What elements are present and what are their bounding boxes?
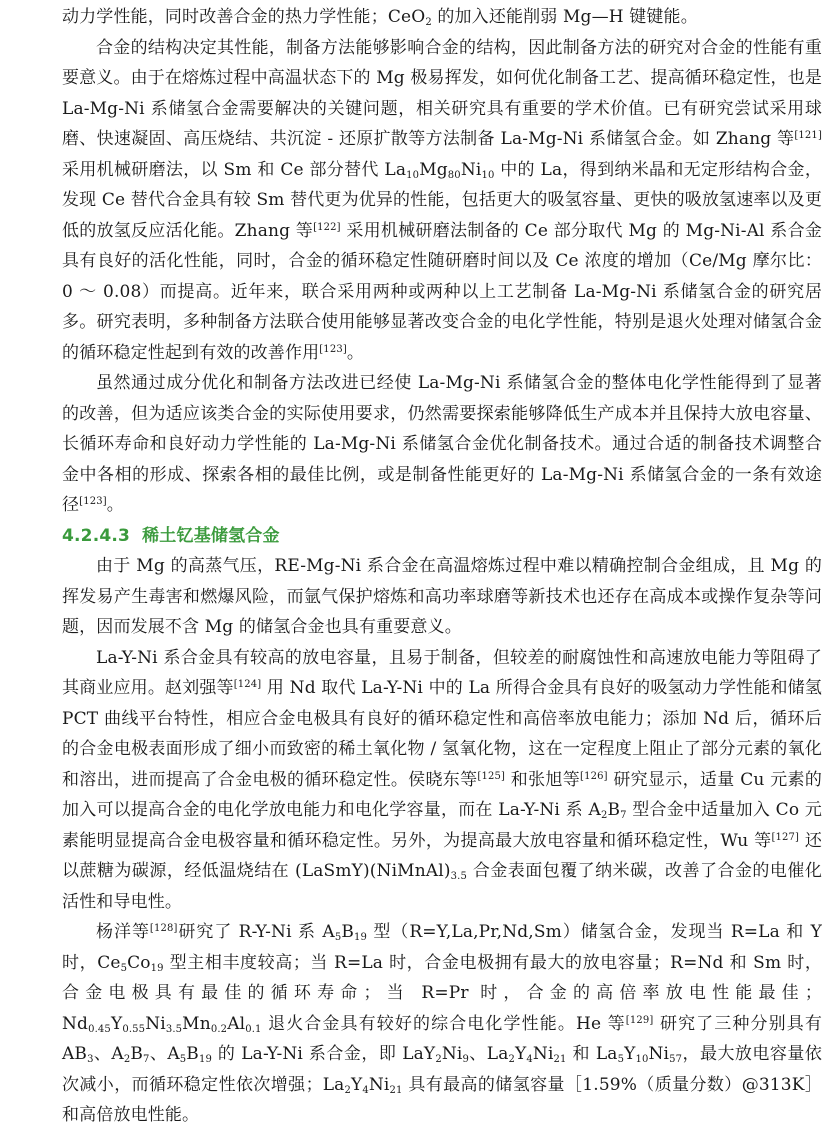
citation: [121] bbox=[794, 130, 822, 141]
citation: [124] bbox=[233, 679, 262, 690]
section-title: 稀土钇基储氢合金 bbox=[142, 525, 280, 546]
citation: [123] bbox=[319, 343, 347, 355]
citation: [122] bbox=[313, 221, 341, 233]
citation: [126] bbox=[580, 770, 608, 782]
paragraph-r-y-ni: 杨洋等[128]研究了 R-Y-Ni 系 $A_5B_{19}$ 型（R=Y,La,Pr,Nd,Sm）储氢合金，发现当 R=La 和 Y 时，$Ce_5Co_{19}$ 型主相丰度较高；当 R=La 时，合金电极拥有最大的放电容量；R=Nd 和 Sm 时，合金电极具有最佳的循环寿命；当 R=Pr 时，合金的高倍率放电性能最佳；$Nd_{0.45}Y_{0.55}Ni_{3.5}Mn_{0.2}Al_{0.1}$ 退火合金具有较好的综合电化学性能。He 等[129] 研究了三种分别具有 $AB_3$、$A_2B_7$、$A_5B_{19}$ 的 La-Y-Ni 系合金，即 $LaY_2Ni_9$、$La_2Y_4Ni_{21}$ 和 $La_5Y_{10}Ni_{57}$，最大放电容量依次减小，而循环稳定性依次增强；$La_2Y_4Ni_{21}$ 具有最高的储氢容量［1.59%（质量分数）@313K］和高倍放电性能。 bbox=[62, 922, 823, 1125]
citation: [128] bbox=[149, 923, 178, 934]
citation: [129] bbox=[625, 1014, 654, 1026]
citation: [125] bbox=[477, 770, 506, 782]
paragraph-la-y-ni: La-Y-Ni 系合金具有较高的放电容量，且易于制备，但较差的耐腐蚀性和高速放电能力等阻碍了其商业应用。赵刘强等[124] 用 Nd 取代 La-Y-Ni 中的 La 所得合金具有良好的吸氢动力学性能和储氢 PCT 曲线平台特性，相应合金电极具有良好的循环稳定性和高倍率放电能力；添加 Nd 后，循环后的合金电极表面形成了细小而致密的稀土氧化物 / 氢氧化物，这在一定程度上阻止了部分元素的氧化和溶出，进而提高了合金电极的循环稳定性。侯晓东等[125] 和张旭等[126] 研究显示，适量 Cu 元素的加入可以提高合金的电化学放电能力和电化学容量，而在 La-Y-Ni 系 $A_2B_7$ 型合金中适量加入 Co 元素能明显提高合金电极容量和循环稳定性。另外，为提高最大放电容量和循环稳定性，Wu 等[127] 还以蔗糖为碳源，经低温烧结在 $(LaSmY)(NiMnAl)_{3.5}$ 合金表面包覆了纳米碳，改善了合金的电催化活性和导电性。 bbox=[62, 647, 823, 912]
section-heading bbox=[62, 521, 822, 552]
section-number: 4.2.4.3 bbox=[62, 525, 131, 546]
paragraph-mg-free: 由于 Mg 的高蒸气压，RE-Mg-Ni 系合金在高温熔炼过程中难以精确控制合金组成，且 Mg 的挥发易产生毒害和燃爆风险，而氩气保护熔炼和高功率球磨等新技术也还存在高成本或操作复杂等问题，因而发展不含 Mg 的储氢合金也具有重要意义。 bbox=[62, 556, 822, 637]
paragraph-preparation-methods: 合金的结构决定其性能，制备方法能够影响合金的结构，因此制备方法的研究对合金的性能有重要意义。由于在熔炼过程中高温状态下的 Mg 极易挥发，如何优化制备工艺、提高循环稳定性，也是 La-Mg-Ni 系储氢合金需要解决的关键问题，相关研究具有重要的学术价值。已有研究尝试采用球磨、快速凝固、高压烧结、共沉淀 - 还原扩散等方法制备 La-Mg-Ni 系储氢合金。如 Zhang 等[121] 采用机械研磨法，以 Sm 和 Ce 部分替代 $La_{10}Mg_{80}Ni_{10}$ 中的 La，得到纳米晶和无定形结构合金，发现 Ce 替代合金具有较 Sm 替代更为优异的性能，包括更大的吸氢容量、更快的吸放氢速率以及更低的放氢反应活化能。Zhang 等[122] 采用机械研磨法制备的 Ce 部分取代 Mg 的 Mg-Ni-Al 系合金具有良好的活化性能，同时，合金的循环稳定性随研磨时间以及 Ce 浓度的增加（Ce/Mg 摩尔比：0 ～ 0.08）而提高。近年来，联合采用两种或两种以上工艺制备 La-Mg-Ni 系储氢合金的研究居多。研究表明，多种制备方法联合使用能够显著改变合金的电化学性能，特别是退火处理对储氢合金的循环稳定性起到有效的改善作用[123]。 bbox=[62, 37, 822, 363]
paragraph-continuation: 动力学性能，同时改善合金的热力学性能；CeO$_2$ 的加入还能削弱 Mg—H 键键能。 bbox=[62, 7, 698, 28]
citation: [123] bbox=[79, 496, 107, 507]
citation: [127] bbox=[771, 831, 800, 843]
paragraph-optimization: 虽然通过成分优化和制备方法改进已经使 La-Mg-Ni 系储氢合金的整体电化学性能得到了显著的改善，但为适应该类合金的实际使用要求，仍然需要探索能够降低生产成本并且保持大放电容量、长循环寿命和良好动力学性能的 La-Mg-Ni 系储氢合金优化制备技术。通过合适的制备技术调整合金中各相的形成、探索各相的最佳比例，或是制备性能更好的 La-Mg-Ni 系储氢合金的一条有效途径[123]。 bbox=[62, 373, 822, 515]
document-page bbox=[62, 0, 822, 1131]
